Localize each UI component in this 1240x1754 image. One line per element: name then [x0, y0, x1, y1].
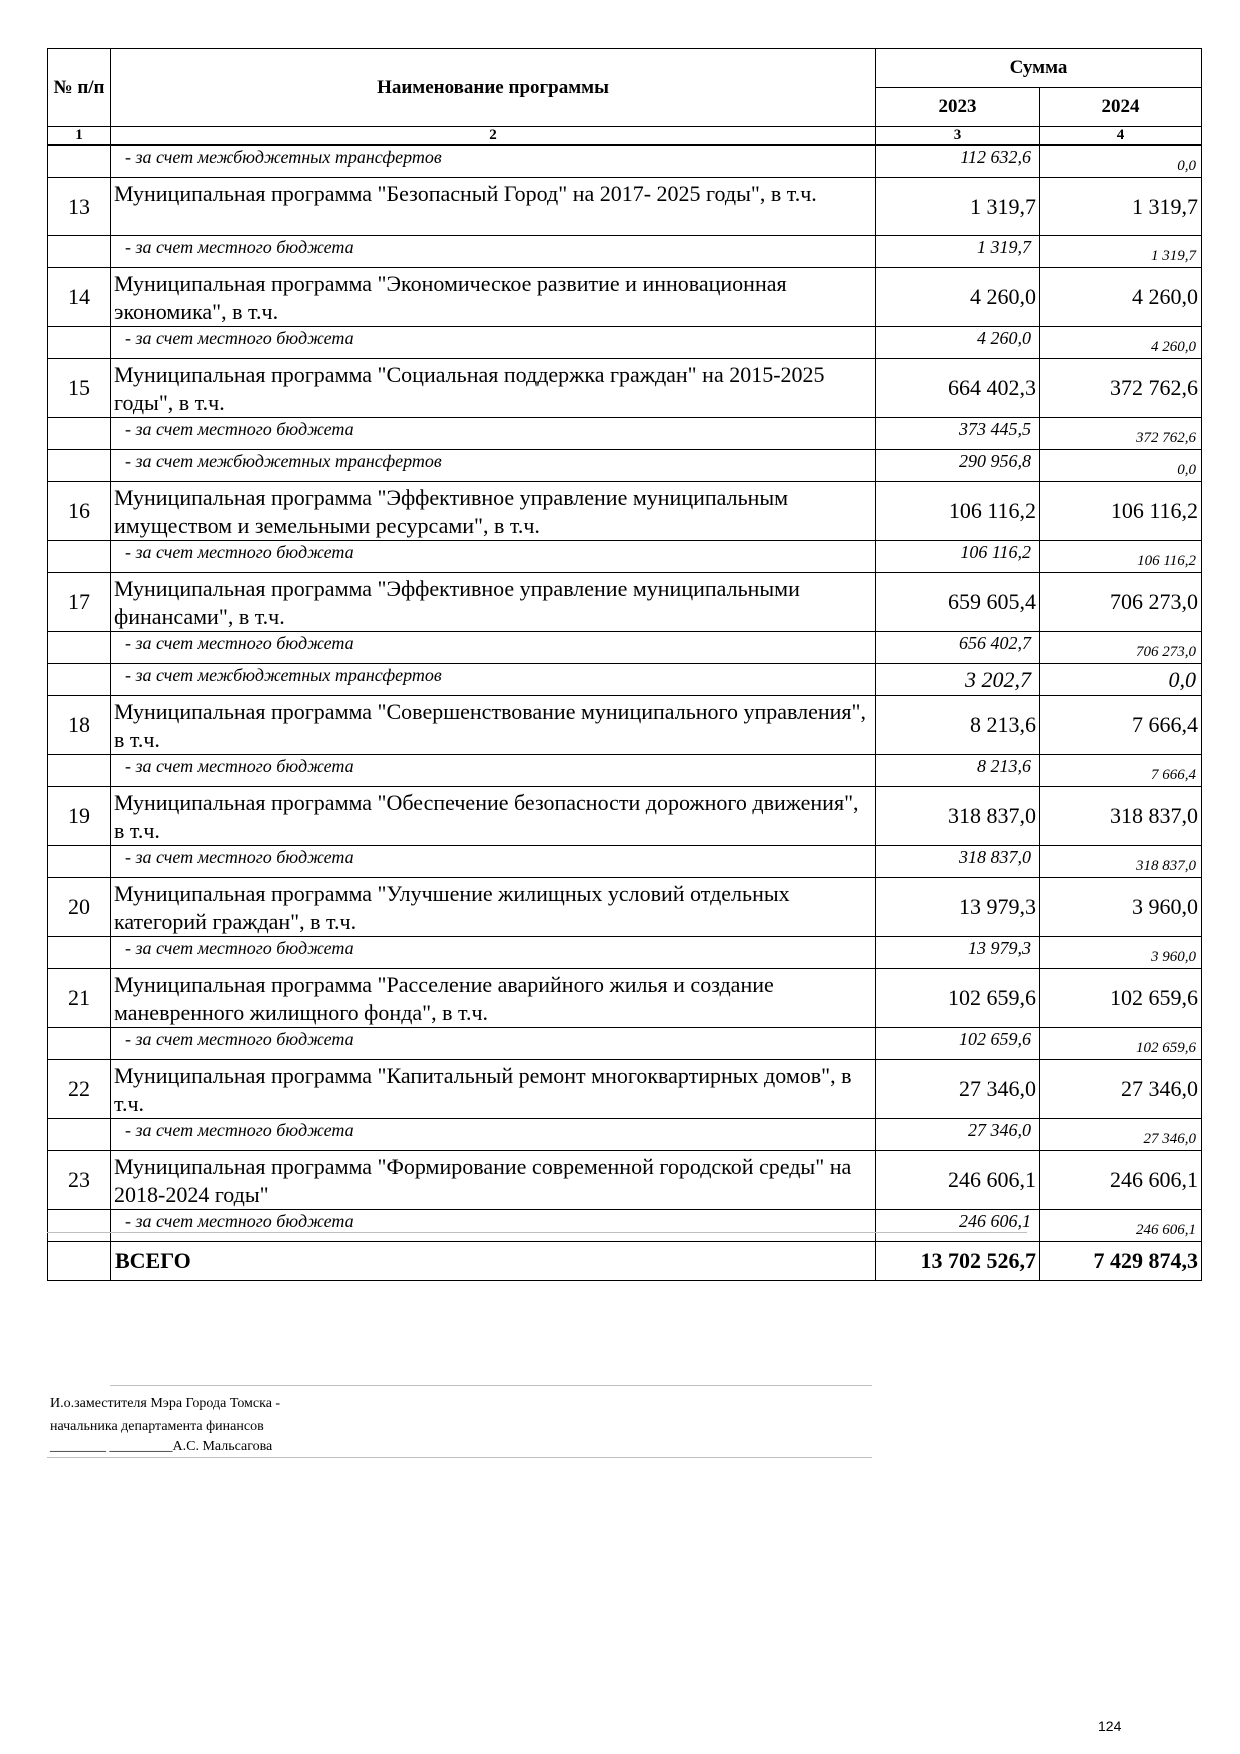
program-number: 19 — [48, 787, 111, 846]
amount-2023: 13 979,3 — [876, 878, 1040, 937]
budget-table — [47, 48, 1202, 1281]
funding-source-name: - за счет местного бюджета — [111, 846, 876, 878]
total-2023: 13 702 526,7 — [876, 1242, 1040, 1281]
total-row — [48, 1242, 1202, 1281]
amount-2024: 318 837,0 — [1040, 787, 1202, 846]
funding-source-name: - за счет межбюджетных трансфертов — [111, 145, 876, 178]
program-row — [48, 482, 1202, 541]
empty-number-cell — [48, 937, 111, 969]
program-name: Муниципальная программа "Расселение аварийного жилья и создание маневренного жилищного фонда", в т.ч. — [111, 969, 876, 1028]
program-row — [48, 787, 1202, 846]
funding-source-row — [48, 450, 1202, 482]
funding-source-row — [48, 1028, 1202, 1060]
funding-source-row — [48, 664, 1202, 696]
amount-2024: 102 659,6 — [1040, 969, 1202, 1028]
program-number: 16 — [48, 482, 111, 541]
empty-number-cell — [48, 1028, 111, 1060]
amount-2023: 1 319,7 — [876, 178, 1040, 236]
program-name: Муниципальная программа "Капитальный ремонт многоквартирных домов", в т.ч. — [111, 1060, 876, 1119]
program-name: Муниципальная программа "Эффективное управление муниципальными финансами", в т.ч. — [111, 573, 876, 632]
program-number: 20 — [48, 878, 111, 937]
funding-amount-2023: 373 445,5 — [876, 418, 1040, 450]
program-number: 17 — [48, 573, 111, 632]
signature-position-line1: И.о.заместителя Мэра Города Томска - — [50, 1396, 281, 1411]
signature-bottom-line — [47, 1457, 872, 1458]
funding-source-name: - за счет местного бюджета — [111, 418, 876, 450]
funding-amount-2023: 290 956,8 — [876, 450, 1040, 482]
program-row — [48, 359, 1202, 418]
funding-source-name: - за счет местного бюджета — [111, 937, 876, 969]
amount-2023: 246 606,1 — [876, 1151, 1040, 1210]
empty-number-cell — [48, 236, 111, 268]
funding-amount-2023: 246 606,1 — [876, 1210, 1040, 1242]
signature-position-line2: начальника департамента финансов — [50, 1419, 264, 1434]
program-name: Муниципальная программа "Улучшение жилищных условий отдельных категорий граждан", в т.ч. — [111, 878, 876, 937]
signature-top-line — [110, 1385, 872, 1386]
funding-source-row — [48, 1119, 1202, 1151]
funding-source-name: - за счет местного бюджета — [111, 236, 876, 268]
header-index-4: 4 — [1040, 127, 1202, 146]
empty-number-cell — [48, 327, 111, 359]
program-number: 18 — [48, 696, 111, 755]
empty-number-cell — [48, 755, 111, 787]
amount-2023: 8 213,6 — [876, 696, 1040, 755]
amount-2024: 1 319,7 — [1040, 178, 1202, 236]
funding-amount-2023: 13 979,3 — [876, 937, 1040, 969]
program-row — [48, 268, 1202, 327]
funding-source-row — [48, 755, 1202, 787]
program-row — [48, 1060, 1202, 1119]
header-index-2: 2 — [111, 127, 876, 146]
program-name: Муниципальная программа "Безопасный Город" на 2017- 2025 годы", в т.ч. — [111, 178, 876, 236]
empty-number-cell — [48, 450, 111, 482]
empty-number-cell — [48, 846, 111, 878]
amount-2024: 106 116,2 — [1040, 482, 1202, 541]
funding-amount-2023: 1 319,7 — [876, 236, 1040, 268]
funding-source-name: - за счет местного бюджета — [111, 632, 876, 664]
header-number: № п/п — [48, 49, 111, 127]
funding-source-name: - за счет местного бюджета — [111, 1210, 876, 1242]
total-label: ВСЕГО — [111, 1242, 876, 1281]
empty-number-cell — [48, 1119, 111, 1151]
program-number: 22 — [48, 1060, 111, 1119]
funding-amount-2023: 102 659,6 — [876, 1028, 1040, 1060]
total-number-cell — [48, 1242, 111, 1281]
funding-source-name: - за счет межбюджетных трансфертов — [111, 450, 876, 482]
funding-amount-2024: 102 659,6 — [1040, 1028, 1202, 1060]
header-index-3: 3 — [876, 127, 1040, 146]
program-number: 15 — [48, 359, 111, 418]
funding-amount-2024: 706 273,0 — [1040, 632, 1202, 664]
empty-number-cell — [48, 664, 111, 696]
funding-source-row — [48, 418, 1202, 450]
table-body — [48, 145, 1202, 1242]
funding-amount-2024: 0,0 — [1040, 664, 1202, 696]
program-row — [48, 1151, 1202, 1210]
program-number: 21 — [48, 969, 111, 1028]
funding-amount-2023: 27 346,0 — [876, 1119, 1040, 1151]
funding-amount-2024: 0,0 — [1040, 145, 1202, 178]
amount-2023: 659 605,4 — [876, 573, 1040, 632]
funding-source-name: - за счет местного бюджета — [111, 755, 876, 787]
amount-2024: 4 260,0 — [1040, 268, 1202, 327]
funding-source-name: - за счет межбюджетных трансфертов — [111, 664, 876, 696]
program-number: 13 — [48, 178, 111, 236]
program-name: Муниципальная программа "Формирование современной городской среды" на 2018-2024 годы" — [111, 1151, 876, 1210]
funding-amount-2024: 246 606,1 — [1040, 1210, 1202, 1242]
program-name: Муниципальная программа "Социальная поддержка граждан" на 2015-2025 годы", в т.ч. — [111, 359, 876, 418]
amount-2024: 7 666,4 — [1040, 696, 1202, 755]
funding-amount-2024: 7 666,4 — [1040, 755, 1202, 787]
amount-2023: 4 260,0 — [876, 268, 1040, 327]
funding-source-row — [48, 937, 1202, 969]
amount-2024: 372 762,6 — [1040, 359, 1202, 418]
funding-source-row — [48, 846, 1202, 878]
funding-amount-2024: 106 116,2 — [1040, 541, 1202, 573]
total-2024: 7 429 874,3 — [1040, 1242, 1202, 1281]
funding-amount-2023: 318 837,0 — [876, 846, 1040, 878]
amount-2024: 706 273,0 — [1040, 573, 1202, 632]
header-index-1: 1 — [48, 127, 111, 146]
amount-2023: 106 116,2 — [876, 482, 1040, 541]
funding-amount-2023: 8 213,6 — [876, 755, 1040, 787]
header-year-2024: 2024 — [1040, 88, 1202, 127]
funding-source-row — [48, 145, 1202, 178]
amount-2023: 102 659,6 — [876, 969, 1040, 1028]
page-number: 124 — [1098, 1718, 1122, 1734]
signature-name: ________ _________А.С. Мальсагова — [50, 1439, 273, 1454]
funding-source-row — [48, 1210, 1202, 1242]
funding-source-row — [48, 541, 1202, 573]
funding-amount-2023: 3 202,7 — [876, 664, 1040, 696]
funding-amount-2023: 106 116,2 — [876, 541, 1040, 573]
funding-source-row — [48, 632, 1202, 664]
funding-amount-2024: 318 837,0 — [1040, 846, 1202, 878]
program-number: 14 — [48, 268, 111, 327]
divider-line — [47, 1232, 1027, 1233]
amount-2024: 27 346,0 — [1040, 1060, 1202, 1119]
funding-source-name: - за счет местного бюджета — [111, 327, 876, 359]
funding-source-name: - за счет местного бюджета — [111, 541, 876, 573]
funding-amount-2024: 3 960,0 — [1040, 937, 1202, 969]
funding-amount-2023: 4 260,0 — [876, 327, 1040, 359]
funding-amount-2024: 4 260,0 — [1040, 327, 1202, 359]
program-name: Муниципальная программа "Эффективное управление муниципальным имуществом и земельными ресурсами", в т.ч. — [111, 482, 876, 541]
funding-amount-2024: 1 319,7 — [1040, 236, 1202, 268]
funding-source-name: - за счет местного бюджета — [111, 1028, 876, 1060]
funding-source-row — [48, 327, 1202, 359]
empty-number-cell — [48, 145, 111, 178]
program-name: Муниципальная программа "Обеспечение безопасности дорожного движения", в т.ч. — [111, 787, 876, 846]
header-sum: Сумма — [876, 49, 1202, 88]
funding-amount-2024: 0,0 — [1040, 450, 1202, 482]
program-name: Муниципальная программа "Экономическое развитие и инновационная экономика", в т.ч. — [111, 268, 876, 327]
header-program-name: Наименование программы — [111, 49, 876, 127]
empty-number-cell — [48, 632, 111, 664]
program-row — [48, 969, 1202, 1028]
program-row — [48, 178, 1202, 236]
funding-source-row — [48, 236, 1202, 268]
empty-number-cell — [48, 541, 111, 573]
program-row — [48, 696, 1202, 755]
empty-number-cell — [48, 418, 111, 450]
funding-amount-2024: 27 346,0 — [1040, 1119, 1202, 1151]
funding-amount-2023: 112 632,6 — [876, 145, 1040, 178]
funding-amount-2023: 656 402,7 — [876, 632, 1040, 664]
program-name: Муниципальная программа "Совершенствование муниципального управления", в т.ч. — [111, 696, 876, 755]
funding-amount-2024: 372 762,6 — [1040, 418, 1202, 450]
program-number: 23 — [48, 1151, 111, 1210]
amount-2024: 246 606,1 — [1040, 1151, 1202, 1210]
program-row — [48, 878, 1202, 937]
funding-source-name: - за счет местного бюджета — [111, 1119, 876, 1151]
amount-2023: 664 402,3 — [876, 359, 1040, 418]
header-year-2023: 2023 — [876, 88, 1040, 127]
amount-2023: 27 346,0 — [876, 1060, 1040, 1119]
amount-2024: 3 960,0 — [1040, 878, 1202, 937]
empty-number-cell — [48, 1210, 111, 1242]
amount-2023: 318 837,0 — [876, 787, 1040, 846]
program-row — [48, 573, 1202, 632]
